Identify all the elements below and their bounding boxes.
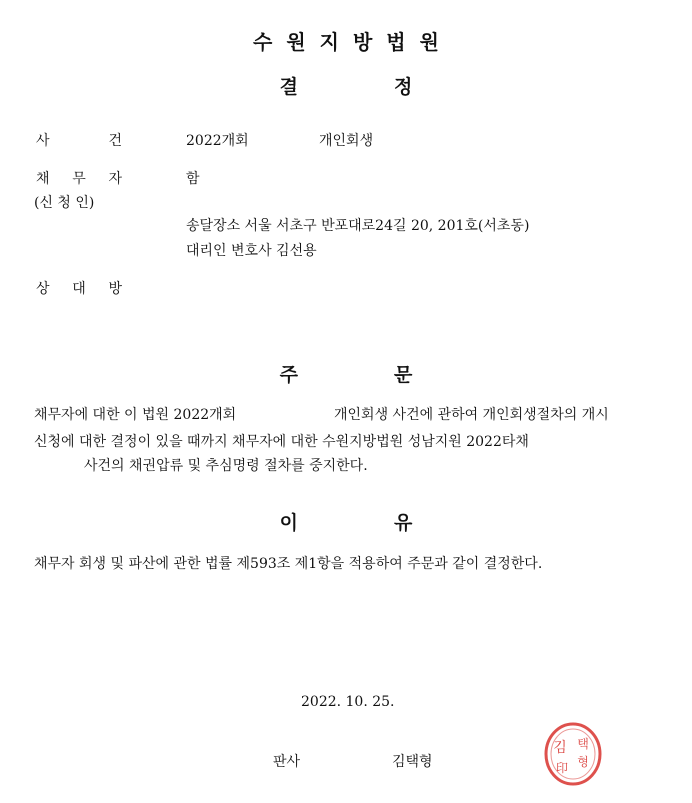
svg-text:김: 김 [553,740,567,756]
judge-seal-stamp [543,722,603,786]
decision-date: 2022. 10. 25. [301,694,395,710]
opponent-label: 상 대 방 [36,281,122,297]
order-line-1a: 채무자에 대한 이 법원 2022개회 [34,407,237,423]
svg-text:형: 형 [577,755,589,769]
reason-heading: 이 유 [279,512,413,534]
reason-text: 채무자 회생 및 파산에 관한 법률 제593조 제1항을 적용하여 주문과 같이 결정한다. [34,556,543,572]
service-address: 송달장소 서울 서초구 반포대로24길 20, 201호(서초동) [186,218,530,234]
order-line-3: 사건의 채권압류 및 추심명령 절차를 중지한다. [84,458,368,474]
case-number: 2022개회 [186,133,249,149]
case-label: 사 건 [36,133,122,149]
applicant-label: (신 청 인) [34,195,95,211]
debtor-label: 채 무 자 [36,171,122,187]
judge-name: 김택형 [392,754,433,770]
order-heading: 주 문 [279,364,413,386]
document-title-char-2: 정 [394,76,413,98]
svg-text:印: 印 [555,761,569,775]
case-name: 개인회생 [319,133,374,149]
attorney: 대리인 변호사 김선용 [186,243,317,259]
order-line-1b: 개인회생 사건에 관하여 개인회생절차의 개시 [334,407,609,423]
document-title-char-1: 결 [279,76,298,98]
document-title [0,72,692,99]
judge-title: 판사 [273,754,301,770]
order-line-2: 신청에 대한 결정이 있을 때까지 채무자에 대한 수원지방법원 성남지원 2022타채 [34,434,529,450]
svg-text:택: 택 [577,737,589,751]
court-name: 수원지방법원 [253,30,453,54]
debtor-name: 함 [186,171,200,187]
